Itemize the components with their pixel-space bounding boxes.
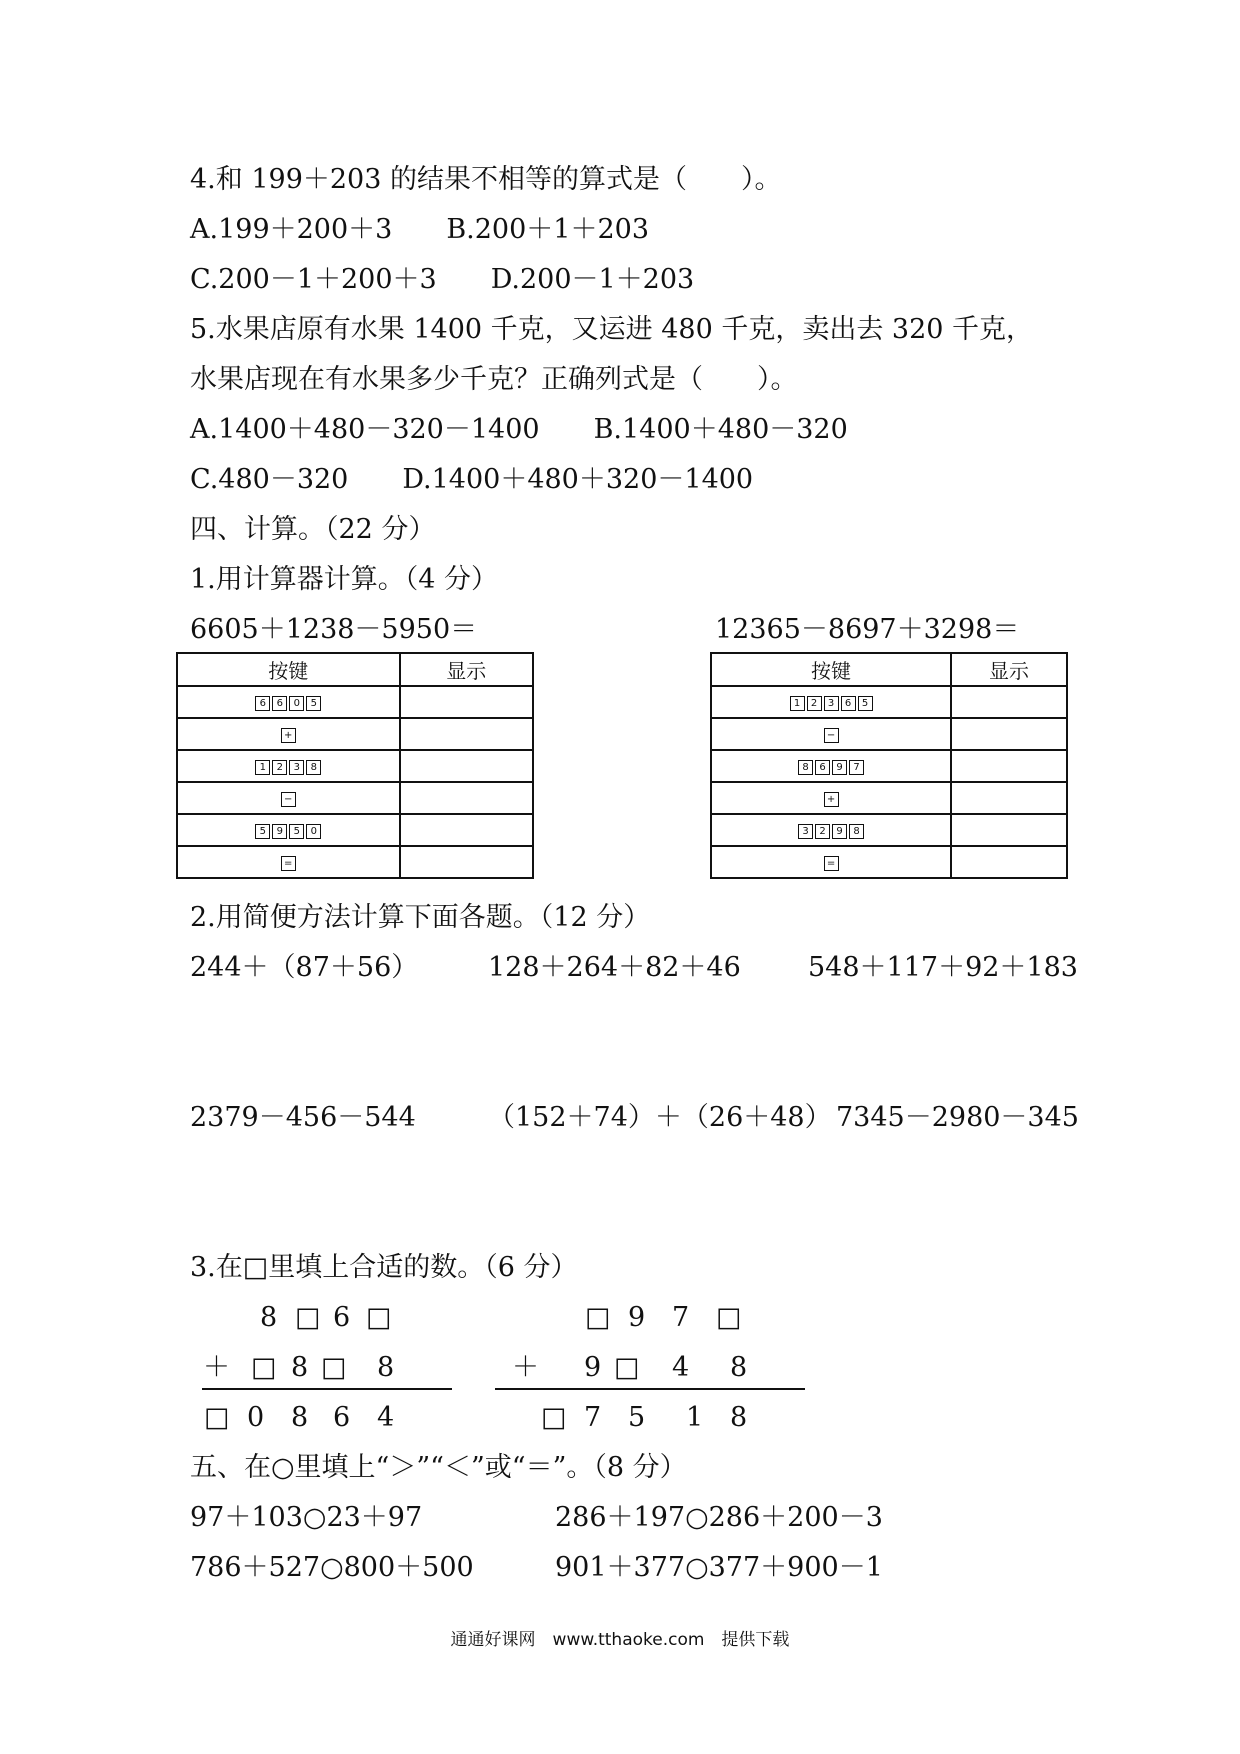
calc-row — [177, 846, 533, 878]
calc-right-table — [710, 652, 1068, 879]
calculator-key: = — [824, 856, 839, 871]
calculator-key: 0 — [306, 824, 321, 839]
calculator-key: 1 — [790, 696, 805, 711]
calc-row — [711, 718, 1067, 750]
vr-bot-2: 5 — [628, 1402, 646, 1433]
calculator-key: 5 — [255, 824, 270, 839]
key-cell — [711, 814, 951, 846]
q5-options-row2: C.480－320 D.1400＋480＋320－1400 — [190, 464, 754, 495]
vr-mid-3: 4 — [672, 1352, 690, 1383]
display-cell[interactable] — [400, 846, 534, 878]
vl-top-1: □ — [295, 1302, 321, 1333]
header-display: 显示 — [951, 653, 1067, 686]
section5-title: 五、在○里填上“＞”“＜”或“＝”。（8 分） — [190, 1452, 687, 1483]
calculator-key: 2 — [807, 696, 822, 711]
vl-mid-0: ＋ — [203, 1352, 230, 1383]
calculator-key: 6 — [815, 760, 830, 775]
sub2-expr-4: 2379－456－544 — [190, 1102, 416, 1133]
calculator-key: 9 — [832, 824, 847, 839]
sub2-title: 2.用简便方法计算下面各题。（12 分） — [190, 902, 651, 933]
calculator-key: + — [281, 728, 296, 743]
calc-row — [711, 846, 1067, 878]
calculator-key: 5 — [289, 824, 304, 839]
vl-bot-3: 6 — [333, 1402, 351, 1433]
sub2-expr-2: 128＋264＋82＋46 — [488, 952, 741, 983]
vl-top-3: □ — [366, 1302, 392, 1333]
sub2-expr-3: 548＋117＋92＋183 — [808, 952, 1078, 983]
display-cell[interactable] — [400, 782, 534, 814]
sub2-expr-6: 7345－2980－345 — [836, 1102, 1079, 1133]
q4-options-row1: A.199＋200＋3 B.200＋1＋203 — [190, 214, 649, 245]
calc-row — [711, 686, 1067, 718]
calculator-key: 2 — [815, 824, 830, 839]
calc-row — [711, 750, 1067, 782]
key-cell — [177, 814, 400, 846]
header-display: 显示 — [400, 653, 534, 686]
header-key: 按键 — [711, 653, 951, 686]
vl-bot-0: □ — [204, 1402, 230, 1433]
calculator-key: 3 — [798, 824, 813, 839]
vl-top-2: 6 — [333, 1302, 351, 1333]
q5-stem-line2: 水果店现在有水果多少千克？正确列式是（ ）。 — [190, 364, 798, 395]
display-cell[interactable] — [400, 750, 534, 782]
vl-mid-2: 8 — [291, 1352, 309, 1383]
display-cell[interactable] — [400, 686, 534, 718]
vr-bot-1: 7 — [584, 1402, 602, 1433]
display-cell[interactable] — [951, 782, 1067, 814]
key-cell — [177, 750, 400, 782]
key-cell — [711, 718, 951, 750]
q5-options-row1: A.1400＋480－320－1400 B.1400＋480－320 — [190, 414, 848, 445]
calculator-key: 3 — [289, 760, 304, 775]
calc-right-expression: 12365－8697＋3298＝ — [715, 614, 1020, 645]
key-cell — [177, 846, 400, 878]
key-cell — [177, 686, 400, 718]
vr-bot-0: □ — [541, 1402, 567, 1433]
display-cell[interactable] — [951, 814, 1067, 846]
compare-item-2: 286＋197○286＋200－3 — [555, 1502, 883, 1533]
calculator-key: − — [281, 792, 296, 807]
sub2-expr-5: （152＋74）＋（26＋48） — [488, 1102, 832, 1133]
calculator-key: 8 — [306, 760, 321, 775]
calc-row — [177, 750, 533, 782]
vl-bot-1: 0 — [247, 1402, 265, 1433]
display-cell[interactable] — [400, 814, 534, 846]
calculator-key: 9 — [832, 760, 847, 775]
compare-item-4: 901＋377○377＋900－1 — [555, 1552, 883, 1583]
vr-mid-2: □ — [614, 1352, 640, 1383]
compare-item-3: 786＋527○800＋500 — [190, 1552, 474, 1583]
calc-left-table — [176, 652, 534, 879]
calculator-key: 5 — [306, 696, 321, 711]
vl-bot-2: 8 — [291, 1402, 309, 1433]
calculator-key: 7 — [849, 760, 864, 775]
key-cell — [177, 718, 400, 750]
display-cell[interactable] — [400, 718, 534, 750]
vr-sum-line — [495, 1388, 805, 1390]
display-cell[interactable] — [951, 750, 1067, 782]
calculator-key: + — [824, 792, 839, 807]
vr-top-3: □ — [716, 1302, 742, 1333]
key-cell — [711, 846, 951, 878]
compare-item-1: 97＋103○23＋97 — [190, 1502, 423, 1533]
sub2-expr-1: 244＋（87＋56） — [190, 952, 419, 983]
calculator-key: − — [824, 728, 839, 743]
calculator-key: 8 — [849, 824, 864, 839]
calculator-key: 3 — [824, 696, 839, 711]
section4-title: 四、计算。（22 分） — [190, 514, 436, 545]
calculator-key: 0 — [289, 696, 304, 711]
sub3-title: 3.在□里填上合适的数。（6 分） — [190, 1252, 578, 1283]
vl-bot-4: 4 — [377, 1402, 395, 1433]
key-cell — [711, 782, 951, 814]
calc-row — [711, 814, 1067, 846]
vr-top-0: □ — [585, 1302, 611, 1333]
vr-mid-4: 8 — [730, 1352, 748, 1383]
calc-row — [177, 814, 533, 846]
vr-mid-1: 9 — [584, 1352, 602, 1383]
calculator-key: 6 — [255, 696, 270, 711]
display-cell[interactable] — [951, 686, 1067, 718]
q4-stem: 4.和 199＋203 的结果不相等的算式是（ ）。 — [190, 164, 782, 195]
key-cell — [711, 686, 951, 718]
vl-mid-4: 8 — [377, 1352, 395, 1383]
vl-sum-line — [202, 1388, 452, 1390]
calculator-key: 1 — [255, 760, 270, 775]
calculator-key: 9 — [272, 824, 287, 839]
calc-row — [711, 782, 1067, 814]
header-key: 按键 — [177, 653, 400, 686]
vr-mid-0: ＋ — [512, 1352, 539, 1383]
calc-row — [177, 718, 533, 750]
key-cell — [711, 750, 951, 782]
key-cell — [177, 782, 400, 814]
vr-bot-4: 8 — [730, 1402, 748, 1433]
calc-row — [177, 782, 533, 814]
calculator-key: = — [281, 856, 296, 871]
display-cell[interactable] — [951, 846, 1067, 878]
vr-top-2: 7 — [672, 1302, 690, 1333]
calculator-key: 2 — [272, 760, 287, 775]
calc-left-expression: 6605＋1238－5950＝ — [190, 614, 478, 645]
calculator-key: 6 — [841, 696, 856, 711]
calc-row — [177, 686, 533, 718]
display-cell[interactable] — [951, 718, 1067, 750]
vl-top-0: 8 — [260, 1302, 278, 1333]
q4-options-row2: C.200－1＋200＋3 D.200－1＋203 — [190, 264, 695, 295]
vl-mid-1: □ — [251, 1352, 277, 1383]
vr-bot-3: 1 — [686, 1402, 704, 1433]
footer-credit: 通通好课网 www.tthaoke.com 提供下载 — [450, 1630, 790, 1650]
sub1-title: 1.用计算器计算。（4 分） — [190, 564, 499, 595]
vl-mid-3: □ — [321, 1352, 347, 1383]
calculator-key: 6 — [272, 696, 287, 711]
q5-stem-line1: 5.水果店原有水果 1400 千克，又运进 480 千克，卖出去 320 千克， — [190, 314, 1034, 345]
calculator-key: 5 — [858, 696, 873, 711]
vr-top-1: 9 — [628, 1302, 646, 1333]
calculator-key: 8 — [798, 760, 813, 775]
